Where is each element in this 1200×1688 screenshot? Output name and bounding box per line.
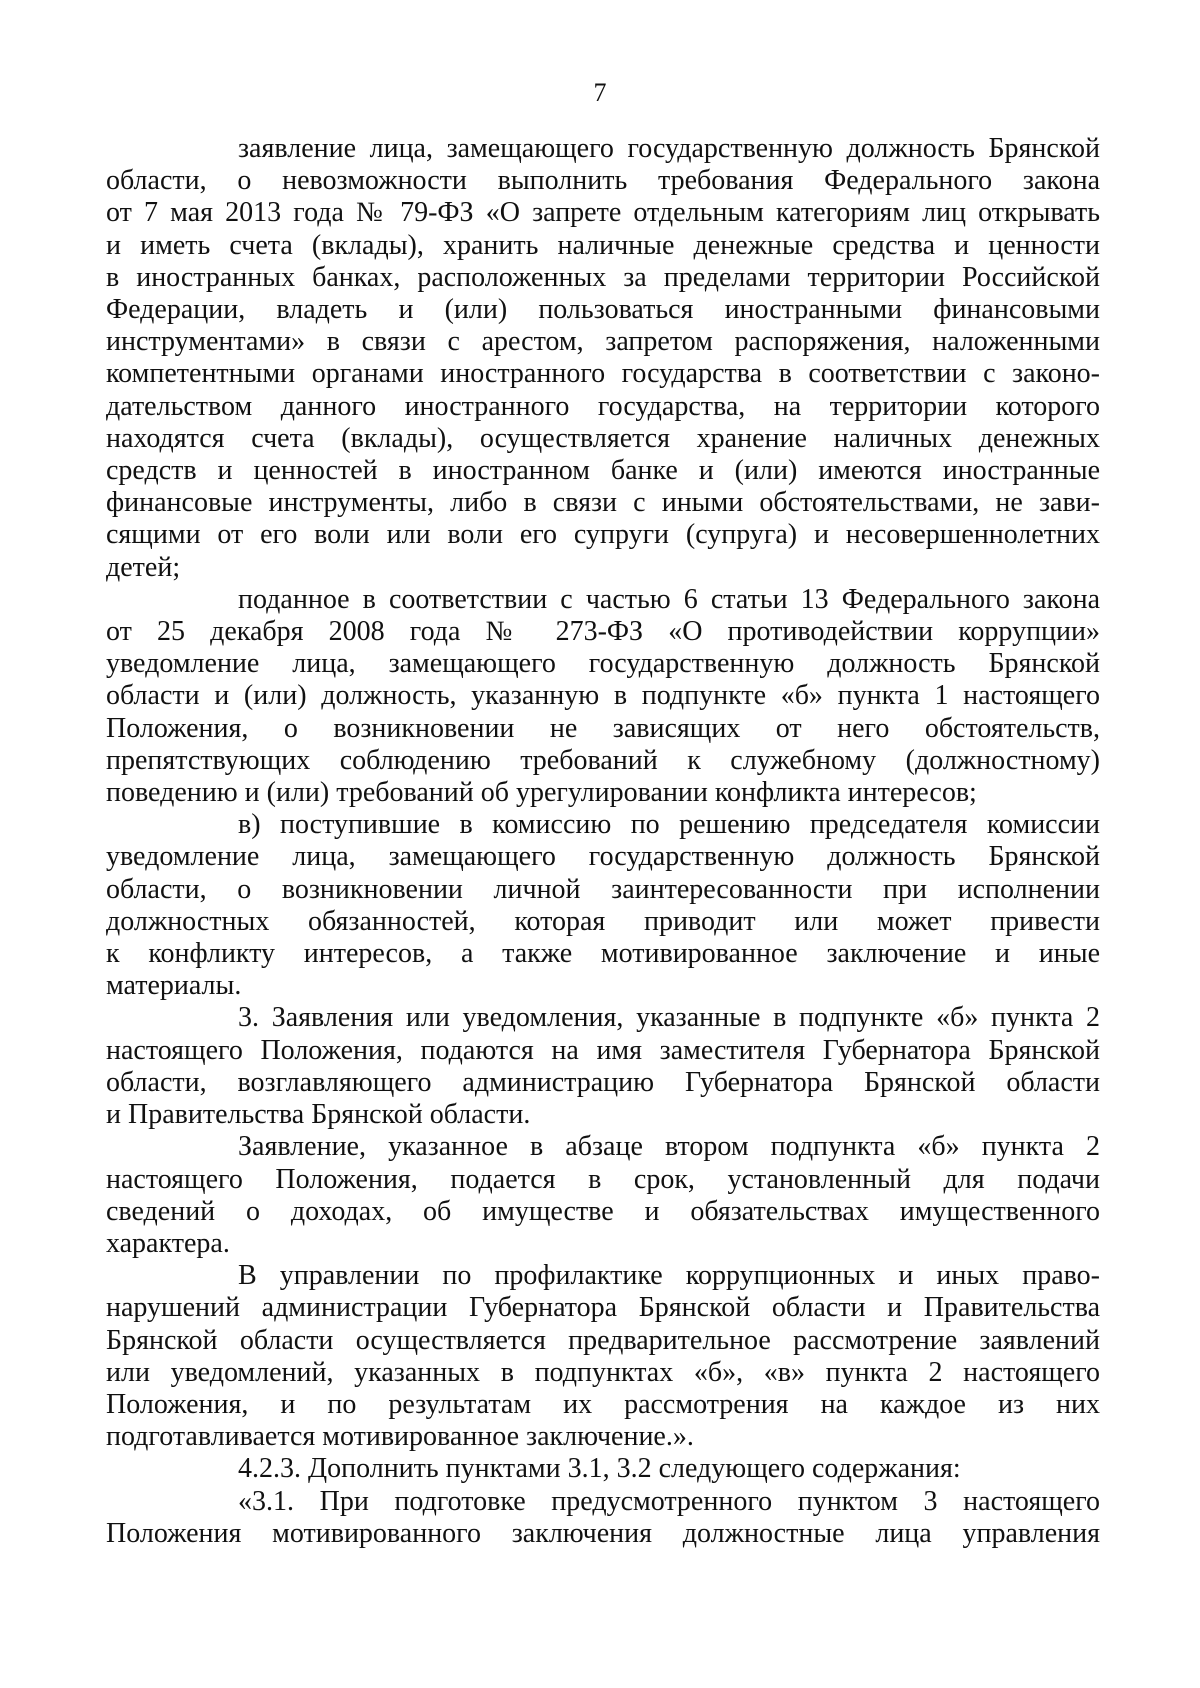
text-line: от 7 мая 2013 года № 79-ФЗ «О запрете отдельным категориям лиц открывать	[106, 197, 1100, 229]
text-line: уведомление лица, замещающего государственную должность Брянской	[106, 841, 1100, 873]
paragraph	[106, 1002, 1100, 1131]
text-line: компетентными органами иностранного государства в соответствии с законо-	[106, 358, 1100, 390]
text-line: характера.	[106, 1227, 230, 1259]
text-line: препятствующих соблюдению требований к служебному (должностному)	[106, 744, 1100, 776]
text-line: Федерации, владеть и (или) пользоваться иностранными финансовыми	[106, 294, 1100, 326]
text-line: или уведомлений, указанных в подпунктах «б», «в» пункта 2 настоящего	[106, 1356, 1100, 1388]
text-line: подготавливается мотивированное заключение.».	[106, 1421, 694, 1453]
text-line: в) поступившие в комиссию по решению председателя комиссии	[238, 809, 1100, 841]
text-line: настоящего Положения, подаются на имя заместителя Губернатора Брянской	[106, 1034, 1100, 1066]
text-line: заявление лица, замещающего государственную должность Брянской	[238, 133, 1100, 164]
text-line: и иметь счета (вклады), хранить наличные денежные средства и ценности	[106, 229, 1100, 261]
text-line: В управлении по профилактике коррупционных и иных право-	[238, 1260, 1100, 1292]
text-line: 3. Заявления или уведомления, указанные в подпункте «б» пункта 2	[238, 1002, 1100, 1034]
text-line: области, возглавляющего администрацию Губернатора Брянской области	[106, 1066, 1100, 1098]
paragraph	[106, 583, 1100, 809]
text-line: находятся счета (вклады), осуществляется хранение наличных денежных	[106, 422, 1100, 454]
text-line: Положения, о возникновении не зависящих от него обстоятельств,	[106, 712, 1100, 744]
text-line: и Правительства Брянской области.	[106, 1099, 531, 1131]
text-line: поведению и (или) требований об урегулировании конфликта интересов;	[106, 777, 977, 809]
text-line: области и (или) должность, указанную в подпункте «б» пункта 1 настоящего	[106, 680, 1100, 712]
text-line: области, о возникновении личной заинтересованности при исполнении	[106, 873, 1100, 905]
paragraph	[106, 809, 1100, 1002]
text-line: Положения, и по результатам их рассмотрения на каждое из них	[106, 1388, 1100, 1420]
text-line: сведений о доходах, об имуществе и обязательствах имущественного	[106, 1195, 1100, 1227]
paragraph	[106, 1485, 1100, 1550]
text-line: в иностранных банках, расположенных за пределами территории Российской	[106, 261, 1100, 293]
text-line: поданное в соответствии с частью 6 статьи 13 Федерального закона	[238, 583, 1100, 615]
text-line: 4.2.3. Дополнить пунктами 3.1, 3.2 следующего содержания:	[238, 1453, 961, 1485]
text-line: настоящего Положения, подается в срок, установленный для подачи	[106, 1163, 1100, 1195]
text-line: финансовые инструменты, либо в связи с иными обстоятельствами, не зави-	[106, 487, 1100, 519]
text-line: дательством данного иностранного государства, на территории которого	[106, 390, 1100, 422]
text-line: к конфликту интересов, а также мотивированное заключение и иные	[106, 938, 1100, 970]
text-line: Заявление, указанное в абзаце втором подпункта «б» пункта 2	[238, 1131, 1100, 1163]
text-line: инструментами» в связи с арестом, запретом распоряжения, наложенными	[106, 326, 1100, 358]
text-line: должностных обязанностей, которая приводит или может привести	[106, 905, 1100, 937]
text-line: области, о невозможности выполнить требования Федерального закона	[106, 165, 1100, 197]
paragraph	[106, 1260, 1100, 1453]
text-line: материалы.	[106, 970, 242, 1002]
paragraph	[106, 1131, 1100, 1260]
text-line: сящими от его воли или воли его супруги (супруга) и несовершеннолетних	[106, 519, 1100, 551]
text-line: детей;	[106, 551, 181, 583]
text-line: средств и ценностей в иностранном банке и (или) имеются иностранные	[106, 455, 1100, 487]
document-body	[106, 133, 1100, 1550]
text-line: «3.1. При подготовке предусмотренного пунктом 3 настоящего	[238, 1485, 1100, 1517]
text-line: нарушений администрации Губернатора Брянской области и Правительства	[106, 1292, 1100, 1324]
text-line: Положения мотивированного заключения должностные лица управления	[106, 1517, 1100, 1549]
text-line: уведомление лица, замещающего государственную должность Брянской	[106, 648, 1100, 680]
paragraph	[172, 1453, 1100, 1485]
paragraph	[106, 133, 1100, 584]
text-line: Брянской области осуществляется предварительное рассмотрение заявлений	[106, 1324, 1100, 1356]
text-line: от 25 декабря 2008 года № 273-ФЗ «О противодействии коррупции»	[106, 616, 1100, 648]
page-number: 7	[593, 78, 607, 107]
